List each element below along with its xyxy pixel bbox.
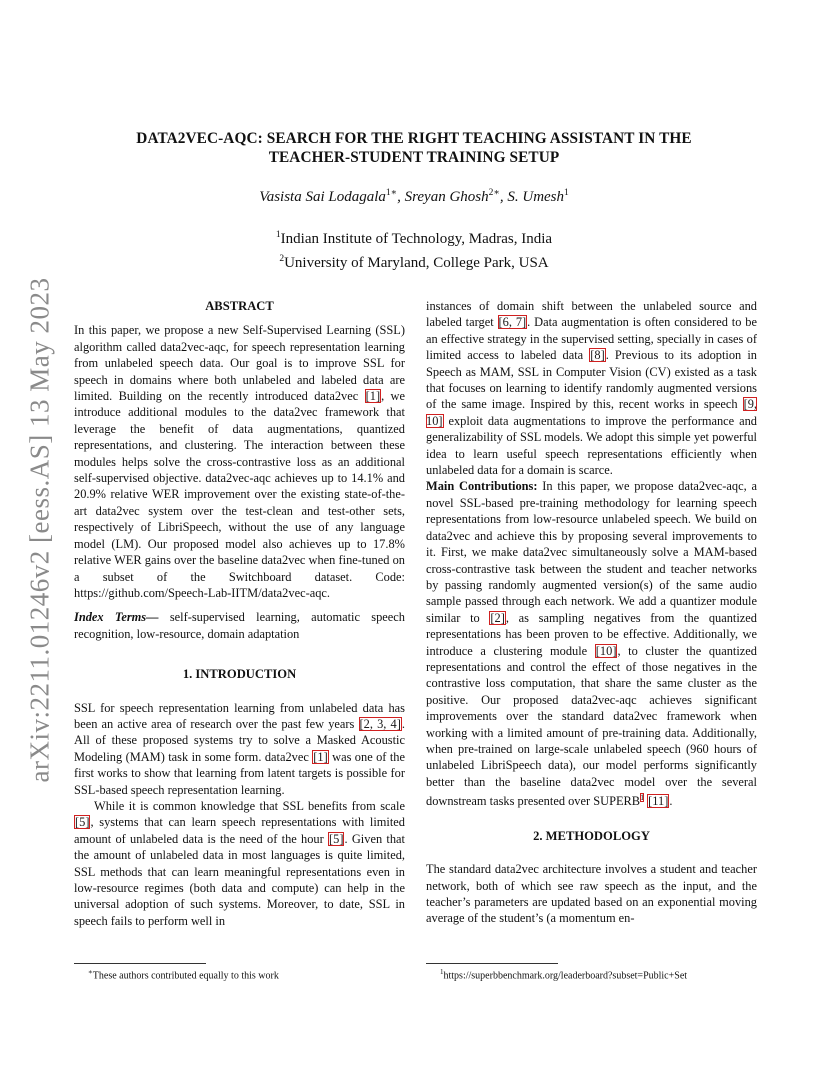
arxiv-sidebar-stamp xyxy=(20,277,60,783)
intro-paragraph-2: While it is common knowledge that SSL benefits from scale [5], systems that can learn speech representations with limited amount of unlabeled data is the need of the hour [5]. Given that the amount of unlabeled data in most languages is quite limited, SSL methods that can learn meaningful representations even in low-resource regimes (both data and compute) can help in the universal adoption of such systems. Moreover, to date, SSL in speech fails to perform well in xyxy=(74,798,405,928)
citation-link[interactable]: [9, 10] xyxy=(426,397,757,428)
citation-link[interactable]: [5] xyxy=(75,815,90,830)
author-list: Vasista Sai Lodagala$^{1∗}$, Sreyan Ghosh$^{2∗}$, S. Umesh$^1$ xyxy=(259,188,569,205)
citation-link[interactable]: [6, 7] xyxy=(498,315,527,330)
intro-paragraph-1: SSL for speech representation learning from unlabeled data has been an active area of research over the past few years [2, 3, 4]. All of these proposed systems try to solve a Masked Acoustic Modeling (MAM) task in some form. data2vec [1] was one of the first works to show that learning from latent targets is possible for SSL-based speech representation learning. xyxy=(74,700,405,797)
left-column xyxy=(74,298,405,929)
footnote-left: ∗These authors contributed equally to this work xyxy=(88,968,279,982)
author-mark: 1 xyxy=(564,188,569,198)
affiliation-mark: 2 xyxy=(279,254,285,264)
citation-link[interactable]: [11] xyxy=(648,794,669,809)
citation-link[interactable]: [2] xyxy=(490,610,505,625)
affiliations xyxy=(100,225,728,273)
author-mark: 2∗ xyxy=(488,188,500,198)
footnote-rule-right xyxy=(426,963,558,964)
intro-paragraph-3: instances of domain shift between the unlabeled source and labeled target [6, 7]. Data augmentation is often considered to be an effective strategy in the supervised setting, specially in cases of limited access to labeled data [8]. Previous to its adoption in Speech as MAM, SSL in Computer Vision (CV) existed as a task that focuses on learning to identify randomly augmented versions of the same image. Inspired by this, recent works in speech [9, 10] exploit data augmentations to improve the performance and generalizability of SSL models. We adopt this simple yet powerful idea to learn useful speech representations efficiently when unlabeled data for a domain is scarce. xyxy=(426,299,757,478)
footnote-link[interactable]: 1 xyxy=(640,793,645,803)
title-line-2: TEACHER-STUDENT TRAINING SETUP xyxy=(268,149,560,166)
right-column xyxy=(426,298,757,927)
affiliation-line xyxy=(100,249,728,273)
citation-link[interactable]: [2, 3, 4] xyxy=(359,716,401,731)
arxiv-id: arXiv:2211.01246v2 [eess.AS] 13 May 2023 xyxy=(24,277,55,783)
main-contributions-label: Main Contributions: xyxy=(426,479,538,494)
citation-link[interactable]: [1] xyxy=(313,749,328,764)
affiliation-line xyxy=(100,225,728,249)
footnote-right: $^1$https://superbbenchmark.org/leaderboard?subset=Public+Set xyxy=(440,968,688,982)
citation-link[interactable]: [8] xyxy=(590,348,605,363)
index-terms-label: Index Terms— xyxy=(74,610,159,625)
methodology-paragraph: The standard data2vec architecture involves a student and teacher network, both of which see raw speech as the input, and the teacher’s parameters are updated based on an exponential moving average of the student’s (a momentum en- xyxy=(426,862,757,926)
affiliation-text: University of Maryland, College Park, USA xyxy=(284,255,549,271)
citation-link[interactable]: [5] xyxy=(329,831,344,846)
abstract-heading: ABSTRACT xyxy=(205,299,274,313)
affiliation-mark: 1 xyxy=(275,230,281,240)
citation-link[interactable]: [10] xyxy=(595,643,617,658)
title-line-1: DATA2VEC-AQC: SEARCH FOR THE RIGHT TEACHING ASSISTANT IN THE xyxy=(136,130,692,147)
author-name: Vasista Sai Lodagala xyxy=(259,189,386,205)
affiliation-text: Indian Institute of Technology, Madras, India xyxy=(280,231,553,247)
index-terms: Index Terms— self-supervised learning, automatic speech recognition, low-resource, domain adaptation xyxy=(74,610,405,641)
main-contributions-paragraph: Main Contributions: In this paper, we propose data2vec-aqc, a novel SSL-based pre-training methodology for learning speech representations from low-resource unlabeled speech. We build on data2vec and achieve this by proposing several improvements to it. First, we make data2vec simultaneously solve a MAM-based cross-contrastive task between the student and teacher networks by passing randomly augmented version(s) of the same audio sample passed through each network. We add a quantizer module similar to [2], as sampling negatives from the quantized representations has been proven to be effective. Additionally, we introduce a clustering module [10], to cluster the quantized representations and control the effect of those negatives in the contrastive loss computation, that share the same cluster as the positive. Our proposed data2vec-aqc achieves significant improvements over the standard data2vec framework when working with a limited amount of pre-training data. Additionally, when pre-trained on large-scale unlabeled speech (960 hours of unlabeled LibriSpeech data), our model performs significantly better than the baseline data2vec model over the several downstream tasks presented over SUPERB$^1$ [11]. xyxy=(426,479,758,809)
author-name: Sreyan Ghosh xyxy=(404,189,489,205)
citation-link[interactable]: [1] xyxy=(365,389,381,404)
footnote-rule-left xyxy=(74,963,206,964)
abstract-text: In this paper, we propose a new Self-Supervised Learning (SSL) algorithm called data2vec-aqc, for speech representation learning from unlabeled speech data. Our goal is to improve SSL for speech in domains where both unlabeled and labeled data are limited. Building on the recently introduced data2vec [1], we introduce additional modules to the data2vec framework that leverage the benefit of data augmentations, quantized representations, and clustering. The interaction between these modules helps solve the cross-contrastive loss as an additional self-supervised objective. data2vec-aqc achieves up to 14.1% and 20.9% relative WER improvement over the existing state-of-the-art data2vec system over the test-clean and test-other sets, respectively of LibriSpeech, without the use of any language model (LM). Our proposed model also achieves up to 17.8% relative WER gains over the baseline data2vec when fine-tuned on a subset of the Switchboard dataset. Code: https://github.com/Speech-Lab-IITM/data2vec-aqc. xyxy=(74,323,405,600)
author-name: S. Umesh xyxy=(507,189,565,205)
section-heading-methodology: 2. METHODOLOGY xyxy=(533,828,650,843)
paper-title xyxy=(100,129,728,167)
section-heading-introduction: 1. INTRODUCTION xyxy=(182,667,297,682)
author-mark: 1∗ xyxy=(385,188,398,198)
